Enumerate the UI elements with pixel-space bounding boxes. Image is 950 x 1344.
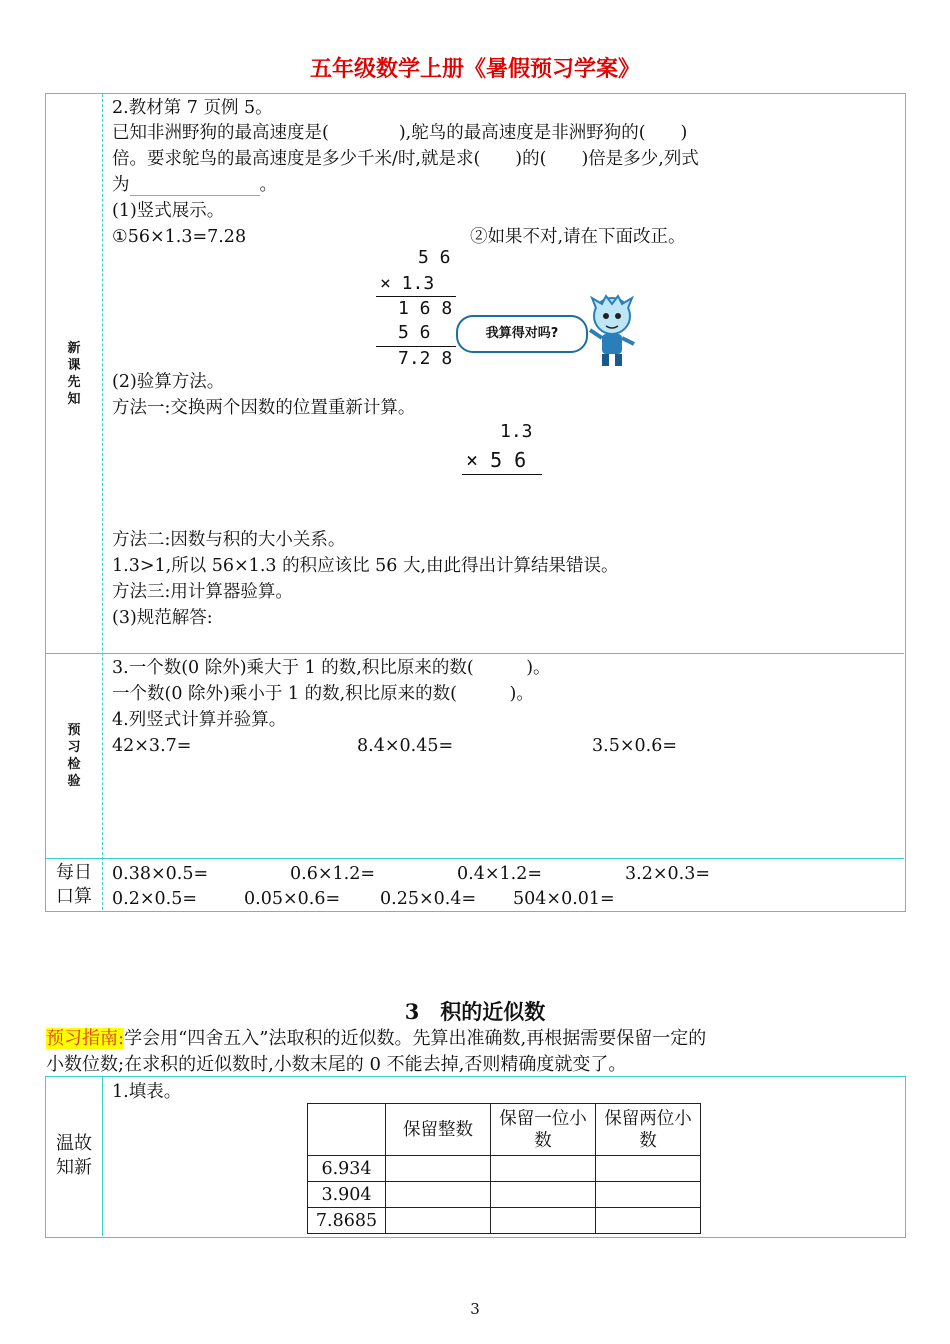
step-heading: (3)规范解答: — [112, 608, 213, 628]
vertical-calc-row: × 5 6 — [466, 448, 527, 472]
table-cell[interactable] — [596, 1208, 701, 1234]
instruction: ②如果不对,请在下面改正。 — [470, 227, 686, 247]
question-line: 为 。 — [112, 175, 277, 195]
mental-item: 0.2×0.5= — [112, 889, 197, 909]
question-line: 4.列竖式计算并验算。 — [112, 710, 287, 730]
fill-table — [307, 1103, 701, 1234]
mental-item: 504×0.01= — [513, 889, 615, 909]
table-cell[interactable] — [596, 1182, 701, 1208]
preview-guide: 预习指南:学会用“四舍五入”法取积的近似数。先算出准确数,再根据需要保留一定的 — [46, 1028, 707, 1049]
speech-bubble: 我算得对吗? — [456, 315, 588, 353]
question-line: 3.一个数(0 除外)乘大于 1 的数,积比原来的数( )。 — [112, 658, 551, 678]
side-label-new-lesson: 新 课 先 知 — [67, 341, 81, 407]
side-label-preview-check: 预 习 检 验 — [67, 723, 81, 789]
exercise-item: 3.5×0.6= — [592, 736, 677, 756]
mental-item: 0.4×1.2= — [457, 864, 542, 884]
table-cell[interactable] — [386, 1182, 491, 1208]
question-line: 一个数(0 除外)乘小于 1 的数,积比原来的数( )。 — [112, 684, 534, 704]
step-heading: (2)验算方法。 — [112, 372, 225, 392]
mental-item: 0.25×0.4= — [380, 889, 477, 909]
calc-rule — [462, 474, 542, 475]
vertical-calc-row: 1.3 — [500, 421, 533, 442]
equation: ①56×1.3=7.28 — [112, 227, 247, 247]
question-line: 已知非洲野狗的最高速度是( ),鸵鸟的最高速度是非洲野狗的( ) — [112, 123, 688, 143]
table-row-label: 7.8685 — [308, 1208, 386, 1234]
divider — [102, 94, 103, 910]
step-heading: (1)竖式展示。 — [112, 201, 225, 221]
vertical-calc-row: 7.2 8 — [398, 348, 453, 369]
vertical-calc-row: 5 6 — [398, 322, 431, 343]
vertical-calc-row: 1 6 8 — [398, 298, 453, 319]
preview-guide-cont: 小数位数;在求积的近似数时,小数末尾的 0 不能去掉,否则精确度就变了。 — [46, 1054, 627, 1075]
divider — [46, 858, 904, 859]
vertical-calc-row: × 1.3 — [380, 273, 435, 294]
mental-item: 3.2×0.3= — [625, 864, 710, 884]
method-line: 1.3>1,所以 56×1.3 的积应该比 56 大,由此得出计算结果错误。 — [112, 556, 619, 576]
method-line: 方法一:交换两个因数的位置重新计算。 — [112, 398, 416, 418]
cartoon-boy-icon — [586, 294, 640, 370]
vertical-calc-row: 5 6 — [418, 247, 451, 268]
calc-rule — [376, 346, 456, 347]
divider — [102, 1077, 103, 1236]
divider — [46, 653, 904, 654]
page-number: 3 — [470, 1300, 480, 1318]
table-cell[interactable] — [386, 1156, 491, 1182]
table-header: 保留一位小数 — [491, 1104, 596, 1156]
table-cell[interactable] — [491, 1182, 596, 1208]
calc-rule — [376, 296, 456, 297]
example-heading: 2.教材第 7 页例 5。 — [112, 98, 273, 118]
table-row-label: 3.904 — [308, 1182, 386, 1208]
page-title: 五年级数学上册《暑假预习学案》 — [309, 57, 640, 82]
method-line: 方法二:因数与积的大小关系。 — [112, 530, 346, 550]
section-title: 3 积的近似数 — [404, 999, 546, 1024]
method-line: 方法三:用计算器验算。 — [112, 582, 293, 602]
answer-blank[interactable] — [130, 177, 260, 196]
exercise-item: 42×3.7= — [112, 736, 192, 756]
mental-item: 0.6×1.2= — [290, 864, 375, 884]
question-line: 倍。要求鸵鸟的最高速度是多少千米/时,就是求( )的( )倍是多少,列式 — [112, 149, 699, 169]
side-label-review: 温故 知新 — [56, 1133, 92, 1178]
question-line: 1.填表。 — [112, 1082, 182, 1102]
table-cell[interactable] — [491, 1208, 596, 1234]
side-label-daily-mental: 每日 口算 — [56, 862, 92, 907]
table-header: 保留两位小数 — [596, 1104, 701, 1156]
table-cell[interactable] — [491, 1156, 596, 1182]
table-cell[interactable] — [386, 1208, 491, 1234]
mental-item: 0.38×0.5= — [112, 864, 209, 884]
table-row-label: 6.934 — [308, 1156, 386, 1182]
table-header — [308, 1104, 386, 1156]
table-cell[interactable] — [596, 1156, 701, 1182]
guide-label: 预习指南: — [46, 1028, 125, 1049]
table-header: 保留整数 — [386, 1104, 491, 1156]
mental-item: 0.05×0.6= — [244, 889, 341, 909]
exercise-item: 8.4×0.45= — [357, 736, 454, 756]
